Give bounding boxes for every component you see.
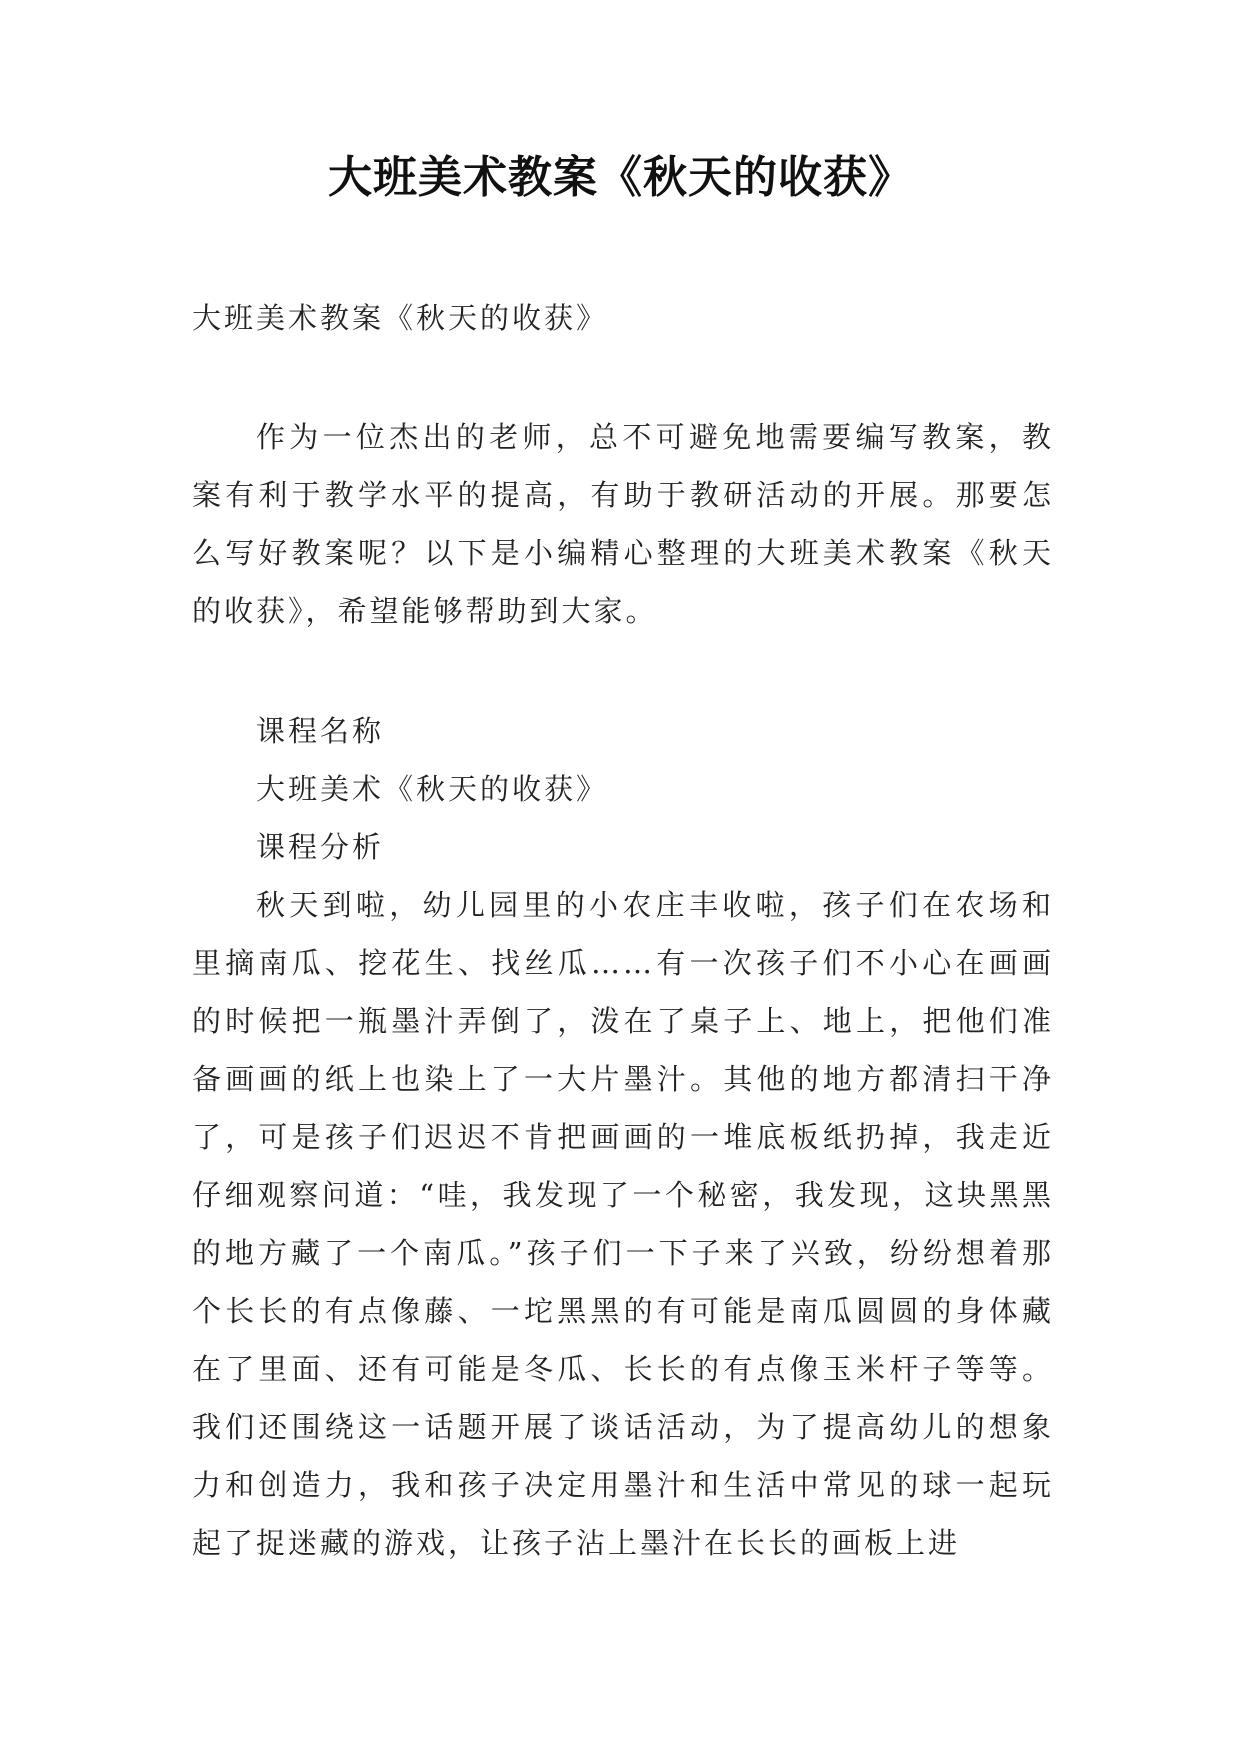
document-title: 大班美术教案《秋天的收获》: [328, 152, 913, 203]
course-name-heading: 课程名称: [256, 714, 385, 748]
intro-paragraph: 作为一位杰出的老师，总不可避免地需要编写教案，教案有利于教学水平的提高，有助于教研活动的开展。那要怎么写好教案呢？以下是小编精心整理的大班美术教案《秋天的收获》，希望能够帮助到大家。: [192, 420, 1054, 628]
document-subtitle: 大班美术教案《秋天的收获》: [192, 301, 609, 335]
course-analysis-heading: 课程分析: [256, 830, 385, 864]
course-section: [192, 702, 1054, 1572]
document-body: [192, 290, 1054, 1572]
course-analysis-paragraph: 秋天到啦，幼儿园里的小农庄丰收啦，孩子们在农场和里摘南瓜、挖花生、找丝瓜……有一次孩子们不小心在画画的时候把一瓶墨汁弄倒了，泼在了桌子上、地上，把他们准备画画的纸上也染上了一大片墨汁。其他的地方都清扫干净了，可是孩子们迟迟不肯把画画的一堆底板纸扔掉，我走近仔细观察问道：“哇，我发现了一个秘密，我发现，这块黑黑的地方藏了一个南瓜。”孩子们一下子来了兴致，纷纷想着那个长长的有点像藤、一坨黑黑的有可能是南瓜圆圆的身体藏在了里面、还有可能是冬瓜、长长的有点像玉米杆子等等。我们还围绕这一话题开展了谈话活动，为了提高幼儿的想象力和创造力，我和孩子决定用墨汁和生活中常见的球一起玩起了捉迷藏的游戏，让孩子沾上墨汁在长长的画板上进: [192, 888, 1054, 1560]
course-name-text: 大班美术《秋天的收获》: [256, 772, 609, 806]
